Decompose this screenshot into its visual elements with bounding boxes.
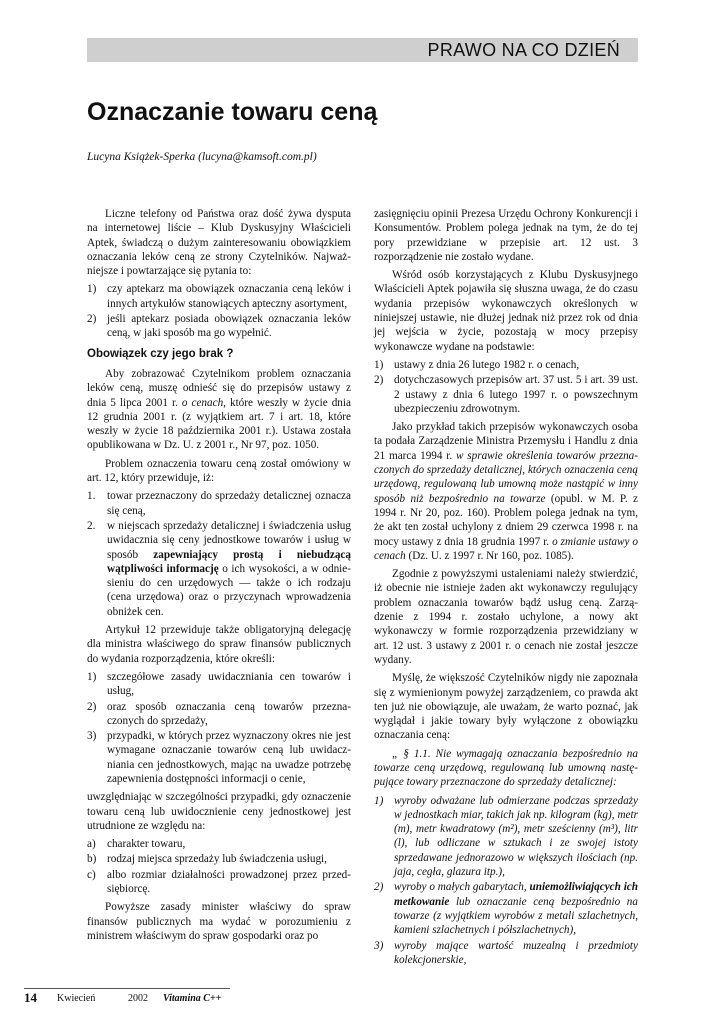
list-item: 2) wyroby o małych gabarytach, uniemożliwiających ich metkowanie lub oznaczanie ceną bezpośrednio na towarze (z wyjątkiem wyrobów z metali szlachetnych, kamieni szlachetnych i półszlachetnych),: [374, 881, 638, 937]
paragraph: Powyższe zasady minister właściwy do spraw finansów publicznych ma wydać w porozumieniu z ministrem właściwym do spraw gospodarki oraz po: [87, 901, 351, 942]
paragraph: uwzględniając w szczególności przypadki, gdy oznaczenie towaru ceną lub uwidocznienie ceny jednostkowej jest utrudnione ze względu na:: [87, 791, 351, 832]
list-item: 2) oraz sposób oznaczania ceną towarów przeznaczonych do sprzedaży,: [87, 700, 351, 727]
list-item: 1) szczegółowe zasady uwidaczniania cen towarów i usług,: [87, 670, 351, 698]
act-list: [374, 358, 638, 416]
delegation-list: [87, 670, 351, 786]
footer-rule: [24, 988, 230, 989]
list-item: 2) dotychczasowych przepisów art. 37 ust. 5 i art. 39 ust. 2 ustawy z dnia 6 lutego 1997 r. o powszechnym ubezpieczeniu zdrowotnym.: [374, 374, 638, 415]
list-item: c) albo rozmiar działalności prowadzonej przez przedsiębiorcę.: [87, 868, 351, 896]
list-item: 1) ustawy z dnia 26 lutego 1982 r. o cenach,: [374, 358, 580, 371]
list-item: 3) przypadki, w których przez wyznaczony okres nie jest wymagane oznaczanie towarów ceną lub uwidaczniania cen jednostkowych, mając na uwadze potrzebę zapewnienia dostępności informacji o cenie,: [87, 730, 351, 785]
section-title: PRAWO NA CO DZIEŃ: [427, 40, 620, 60]
paragraph: Jako przykład takich przepisów wykonawczych osoba ta podała Zarządzenie Ministra Przemysłu i Handlu z dnia 21 marca 1994 r. w sprawie określenia towarów przeznaczonych do sprzedaży detalicznej, których oznaczenia ceną urzędową, regulowaną lub umowną może nastąpić w inny sposób niż bezpośrednio na towarze (opubl. w M. P. z 1994 r. Nr 20, poz. 160). Problem polega jednak na tym, że akt ten został uchylony z dniem 29 czerwca 1998 r. na mocy ustawy z dnia 18 grudnia 1997 r. o zmianie ustawy o cenach (Dz. U. z 1997 r. Nr 160, poz. 1085).: [374, 421, 638, 562]
article-author: Lucyna Książek-Sperka (lucyna@kamsoft.com.pl): [87, 151, 317, 163]
quote-block: [374, 747, 638, 967]
paragraph: Problem oznaczenia towaru ceną został omówiony w art. 12, który przewiduje, iż:: [87, 457, 351, 485]
paragraph: Aby zobrazować Czytelnikom problem oznaczania leków ceną, muszę odnieść się do przepisów ustawy z dnia 5 lipca 2001 r. o cenach, które weszły w życie dnia 12 grudnia 2001 r. (z wyjątkiem art. 7 i art. 18, które weszły w życie 18 października 2001 r.). Ustawa została opublikowana w Dz. U. z 2001 r., Nr 97, poz. 1050.: [87, 367, 351, 452]
section-banner: [87, 38, 638, 62]
article-list: [87, 489, 351, 619]
left-column: [87, 207, 351, 947]
footer-month: Kwiecień: [57, 993, 96, 1004]
list-item: 1. towar przeznaczony do sprzedaży detalicznej oznacza się ceną,: [87, 490, 351, 517]
paragraph: Artykuł 12 przewiduje także obligatoryjną delegację dla ministra właściwego do spraw finansów publicznych do wydania rozporządzenia, które określi:: [87, 624, 351, 665]
footer-magazine: Vitamina C++: [163, 993, 222, 1004]
list-item: 2. w niejscach sprzedaży detalicznej i świadczenia usług uwidacznia się ceny jednostkowe towarów i usług w sposób zapewniający prostą i niebudzącą wątpliwości informację o ich wysokości, a w odniesieniu do cen urzędowych — także o ich rodzaju (cena urzędowa) oraz o przyczynach wprowadzenia obniżek cen.: [87, 519, 351, 618]
paragraph: zasięgnięciu opinii Prezesa Urzędu Ochrony Konkurencji i Konsumentów. Problem polega jednak na tym, że do tej pory przewidziane w przepisie art. 12 ust. 3 rozporządzenie nie zostało wydane.: [374, 208, 638, 263]
paragraph: Liczne telefony od Państwa oraz dość żywa dysputa na internetowej liście – Klub Dyskusyjny Właścicieli Aptek, świadczą o dużym zainteresowaniu obowiązkiem oznaczania leków ceną ze strony Czytelników. Najważniejsze i powtarzające się pytania to:: [87, 208, 351, 278]
list-item: 1) wyroby odważane lub odmierzane podczas sprzedaży w jednostkach miar, takich jak np. kilogram (kg), metr (m), metr kwadratowy (m²), metr sześcienny (m³), litr (l), lub odliczane w sztukach i ze swojej istoty sprzedawane jednorazowo w większych ilościach (np. jaja, cegła, glazura itp.),: [374, 794, 638, 879]
paragraph: Wśród osób korzystających z Klubu Dyskusyjnego Właścicieli Aptek pojawiła się słuszna uwaga, że do czasu wydania przepisów wykonawczych określonych w niniejszej ustawie, nie dłużej jednak niż przez rok od dnia jej wejścia w życie, pozostają w mocy przepisy wykonawcze wydane na podstawie:: [374, 269, 638, 353]
list-item: a) charakter towaru,: [87, 838, 186, 851]
reason-list: [87, 837, 351, 896]
paragraph: Myślę, że większość Czytelników nigdy nie zapoznała się z wymienionym powyżej zarządzeniem, co prawda akt ten już nie obowiązuje, ale uważam, że warto poznać, jak wyglądał i jakie towary były wyłączone z obowiązku oznaczania ceną:: [374, 672, 638, 742]
page-number: 14: [24, 990, 37, 1005]
question-list: [87, 282, 351, 340]
right-column: [374, 207, 638, 971]
paragraph: Zgodnie z powyższymi ustaleniami należy stwierdzić, iż obecnie nie istnieje żaden akt wykonawczy regulujący problem oznaczania towarów bądź usług ceną. Zarządzenie z 1994 r. zostało uchylone, a nowy akt wykonawczy w formie rozporządzenia przewidziany w art. 12 ust. 3 ustawy z 2001 r. o cenach nie został jeszcze wydany.: [374, 568, 638, 666]
list-item: 2) jeśli aptekarz posiada obowiązek oznaczania leków ceną, w jaki sposób ma go wypełnić.: [87, 313, 351, 340]
article-title: Oznaczanie towaru ceną: [87, 98, 378, 126]
footer-year: 2002: [128, 993, 148, 1004]
section-heading: Obowiązek czy jego brak ?: [87, 347, 234, 360]
list-item: 1) czy aptekarz ma obowiązek oznaczania ceną leków i innych artykułów stanowiących apteczny asortyment,: [87, 283, 351, 310]
list-item: 3) wyroby mające wartość muzealną i przedmioty kolekcjonerskie,: [374, 939, 638, 966]
exemption-list: [374, 794, 638, 968]
quote-paragraph: „ § 1.1. Nie wymagają oznaczania bezpośrednio na towarze ceną urzędową, regulowaną lub umowną następujące towary przeznaczone do sprzedaży detalicznej:: [374, 747, 638, 789]
list-item: b) rodzaj miejsca sprzedaży lub świadczenia usługi,: [87, 853, 327, 866]
